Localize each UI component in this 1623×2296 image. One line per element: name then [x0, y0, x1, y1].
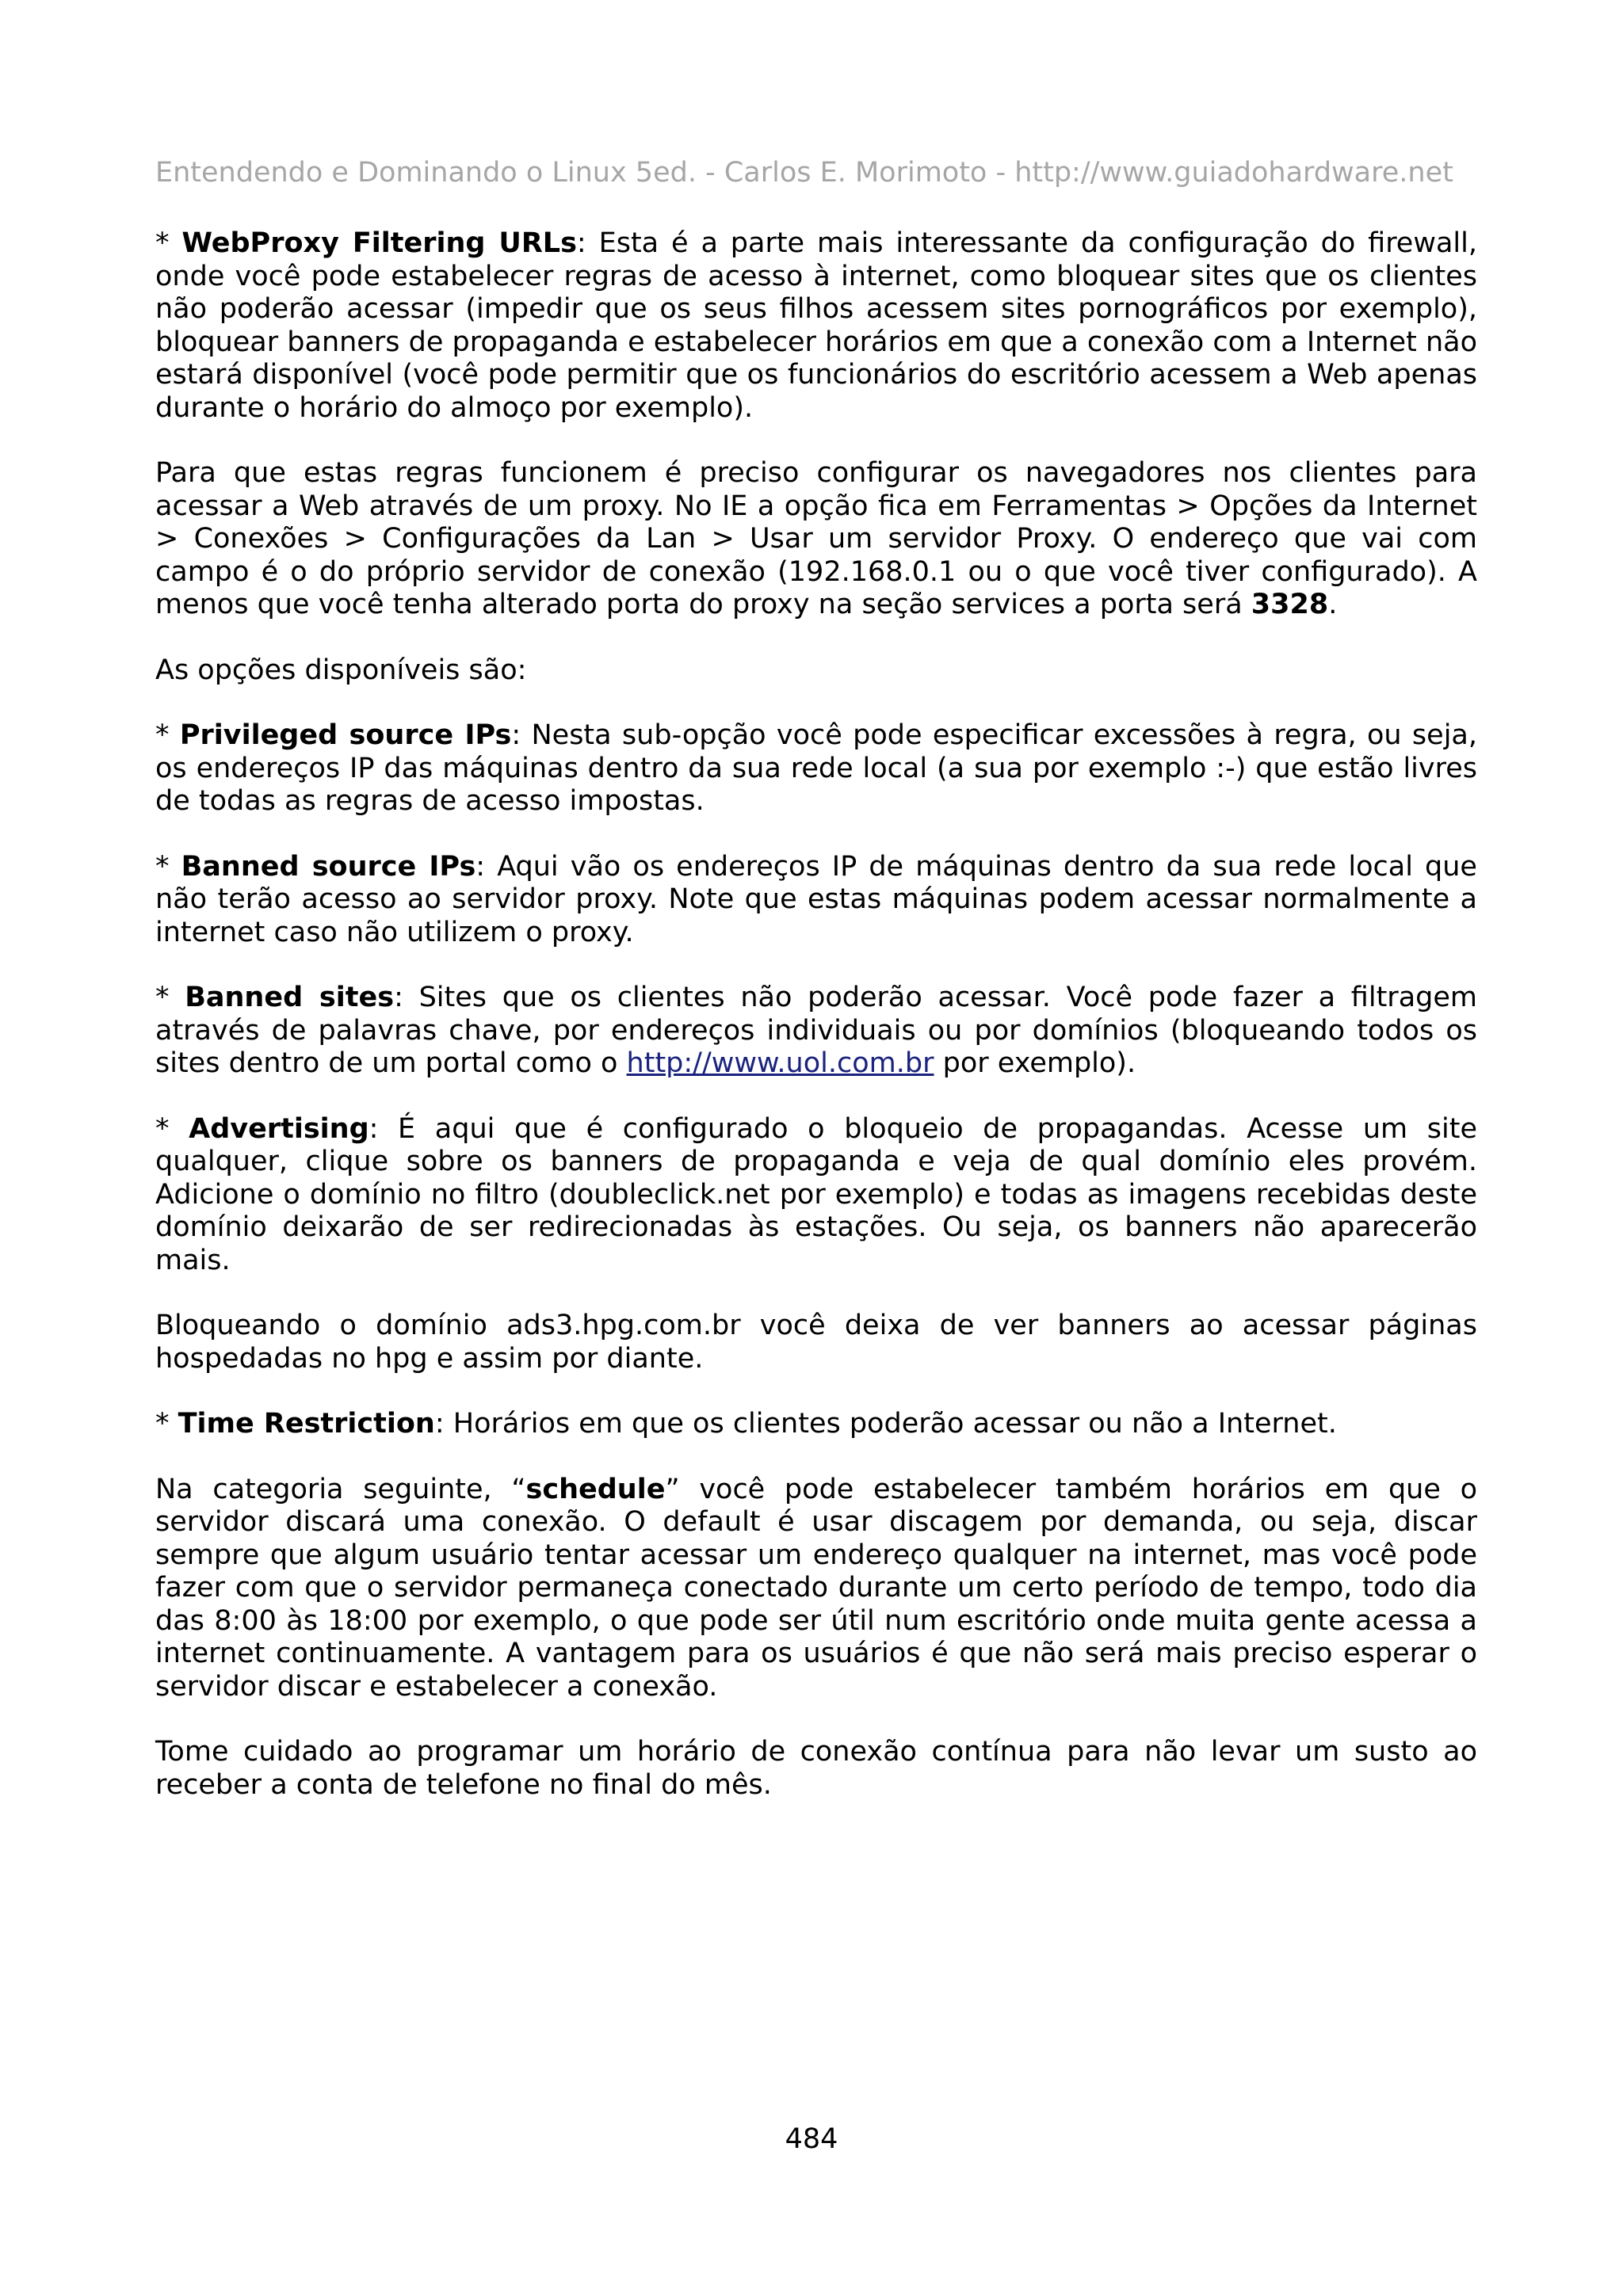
paragraph-banned-source-ips: [155, 851, 1477, 950]
term-schedule: schedule: [525, 1473, 666, 1505]
term-banned-source-ips: Banned source IPs: [181, 850, 476, 883]
paragraph-webproxy-filtering: [155, 227, 1477, 425]
paragraph-text: : Horários em que os clientes poderão acessar ou não a Internet.: [434, 1408, 1337, 1440]
paragraph-text: : Nesta sub-opção você pode especificar excessões à regra, ou seja, os endereços IP das máquinas dentro da sua rede local (a sua por exemplo :-) que estão livres de todas as regras de acesso impostas.: [155, 719, 1477, 817]
bullet-marker: *: [155, 850, 181, 883]
term-advertising: Advertising: [189, 1112, 369, 1145]
paragraph-time-restriction: [155, 1408, 1477, 1441]
bullet-marker: *: [155, 719, 180, 751]
page-number: 484: [785, 2123, 838, 2155]
bullet-marker: *: [155, 1408, 178, 1440]
paragraph-warning: Tome cuidado ao programar um horário de conexão contínua para não levar um susto ao receber a conta de telefone no final do mês.: [155, 1736, 1477, 1801]
paragraph-text: Para que estas regras funcionem é preciso configurar os navegadores nos clientes para acessar a Web através de um proxy. No IE a opção fica em Ferramentas > Opções da Internet > Conexões > Configurações da Lan > Usar um servidor Proxy. O endereço que vai com campo é o do próprio servidor de conexão (192.168.0.1 ou o que você tiver configurado). A menos que você tenha alterado porta do proxy na seção services a porta será: [155, 457, 1477, 620]
term-webproxy-filtering: WebProxy Filtering URLs: [181, 227, 577, 259]
term-time-restriction: Time Restriction: [178, 1408, 435, 1440]
running-header: Entendendo e Dominando o Linux 5ed. - Carlos E. Morimoto - http://www.guiadohardware.net: [155, 157, 1453, 189]
paragraph-schedule: [155, 1474, 1477, 1704]
uol-link[interactable]: http://www.uol.com.br: [626, 1047, 934, 1079]
term-privileged-source-ips: Privileged source IPs: [179, 719, 512, 751]
bullet-marker: *: [155, 1112, 189, 1145]
paragraph-text: ” você pode estabelecer também horários em que o servidor discará uma conexão. O default é usar discagem por demanda, ou seja, discar sempre que algum usuário tentar acessar um endereço qualquer na internet, mas você pode fazer com que o servidor permaneça conectado durante um certo período de tempo, todo dia das 8:00 às 18:00 por exemplo, o que pode ser útil num escritório onde muita gente acessa a internet continuamente. A vantagem para os usuários é que não será mais preciso esperar o servidor discar e estabelecer a conexão.: [155, 1473, 1478, 1703]
term-banned-sites: Banned sites: [185, 982, 395, 1013]
bullet-marker: *: [155, 982, 185, 1013]
proxy-port-number: 3328: [1251, 589, 1329, 620]
paragraph-proxy-configuration: [155, 457, 1477, 622]
paragraph-banned-sites: [155, 982, 1477, 1081]
paragraph-end: por exemplo).: [934, 1047, 1136, 1079]
paragraph-text: : Aqui vão os endereços IP de máquinas dentro da sua rede local que não terão acesso ao servidor proxy. Note que estas máquinas podem acessar normalmente a internet caso não utilizem o proxy.: [155, 850, 1477, 948]
paragraph-text: : É aqui que é configurado o bloqueio de propagandas. Acesse um site qualquer, clique sobre os banners de propaganda e veja de qual domínio eles provém. Adicione o domínio no filtro (doubleclick.net por exemplo) e todas as imagens recebidas deste domínio deixarão de ser redirecionadas às estações. Ou seja, os banners não aparecerão mais.: [155, 1112, 1477, 1276]
paragraph-blocking-example: Bloqueando o domínio ads3.hpg.com.br você deixa de ver banners ao acessar páginas hospedadas no hpg e assim por diante.: [155, 1310, 1477, 1375]
paragraph-privileged-source-ips: [155, 719, 1477, 818]
paragraph-start: Na categoria seguinte, “: [155, 1473, 526, 1505]
paragraph-end: .: [1328, 589, 1338, 620]
bullet-marker: *: [155, 227, 182, 259]
page-body: [155, 227, 1477, 1834]
paragraph-advertising: [155, 1113, 1477, 1278]
paragraph-text: : Esta é a parte mais interessante da configuração do firewall, onde você pode estabelecer regras de acesso à internet, como bloquear sites que os clientes não poderão acessar (impedir que os seus filhos acessem sites pornográficos por exemplo), bloquear banners de propaganda e estabelecer horários em que a conexão com a Internet não estará disponível (você pode permitir que os funcionários do escritório acessem a Web apenas durante o horário do almoço por exemplo).: [155, 227, 1477, 424]
paragraph-options-intro: As opções disponíveis são:: [155, 654, 527, 686]
paragraph-text: : Sites que os clientes não poderão acessar. Você pode fazer a filtragem através de palavras chave, por endereços individuais ou por domínios (bloqueando todos os sites dentro de um portal como o: [155, 982, 1477, 1079]
